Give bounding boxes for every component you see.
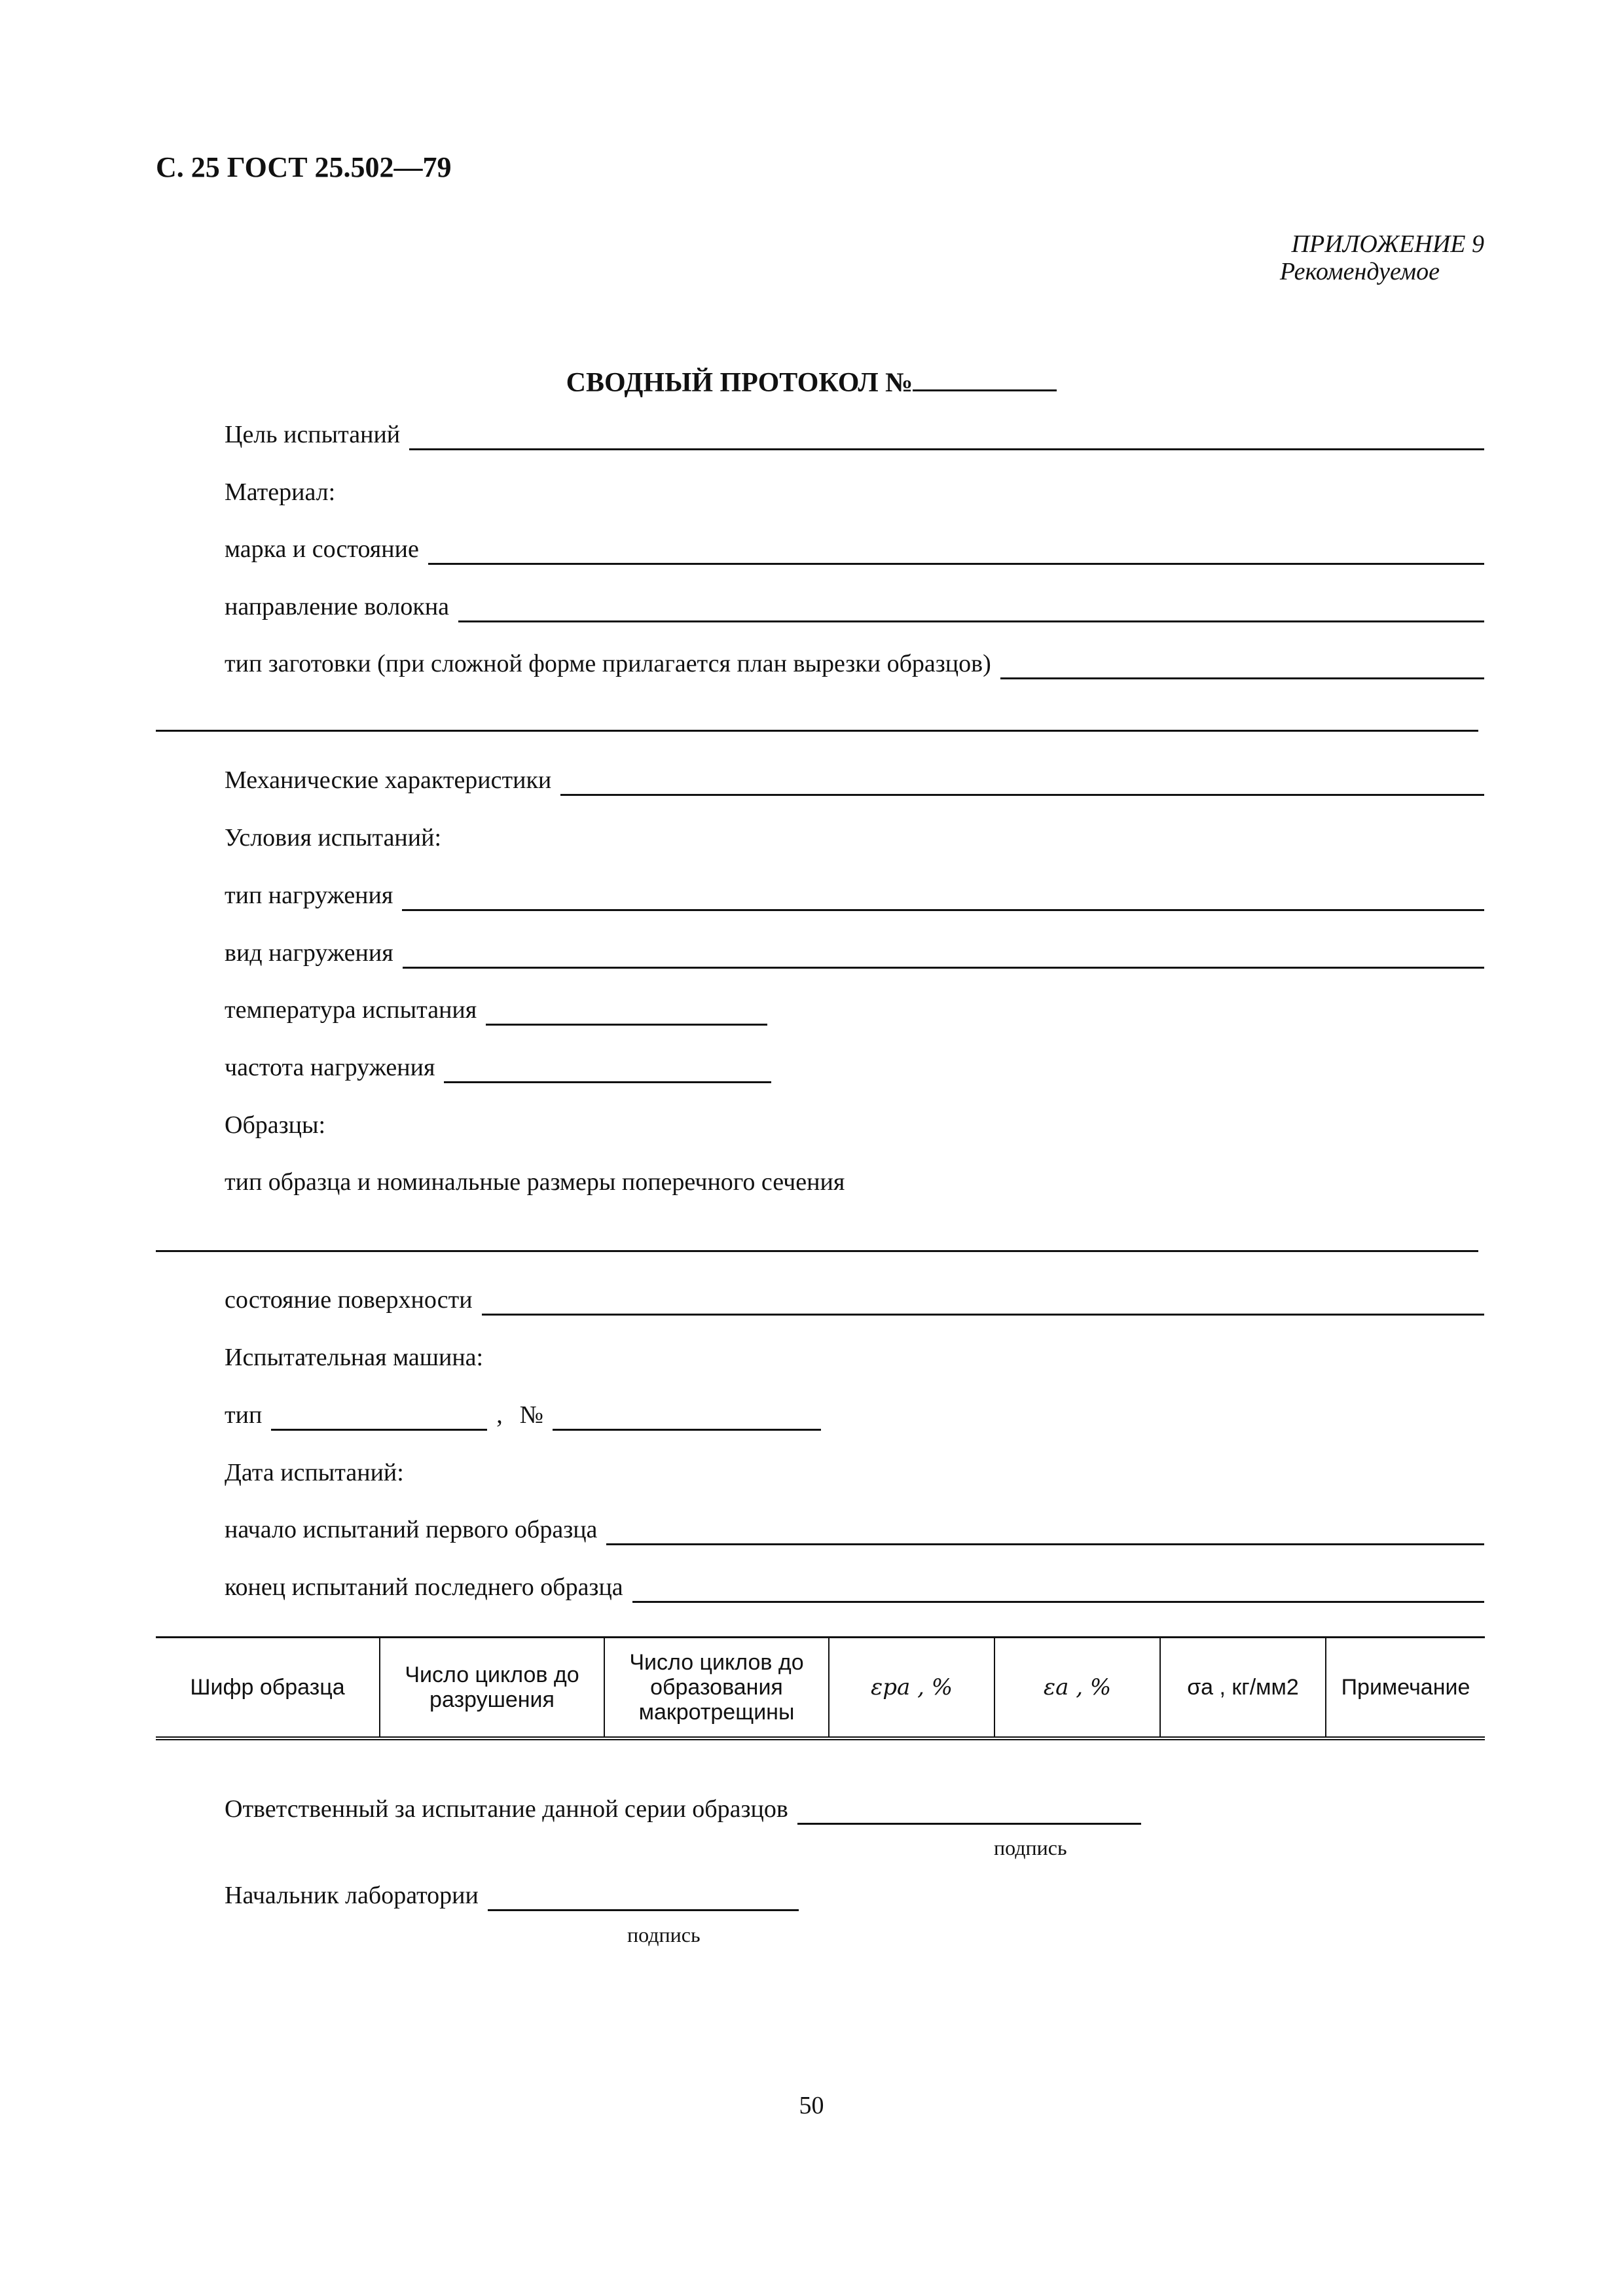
end-date-label: конец испытаний последнего образца: [225, 1573, 623, 1601]
appendix-status: Рекомендуемое: [1279, 258, 1440, 285]
col-sigma-a: σa , кг/мм2: [1160, 1638, 1326, 1739]
machine-number-blank[interactable]: [553, 1407, 821, 1431]
page-title: [0, 363, 1623, 399]
protocol-number-blank[interactable]: [913, 363, 1057, 391]
fiber-direction-label: направление волокна: [225, 593, 450, 620]
mechanical-blank[interactable]: [560, 772, 1484, 796]
load-type-field: [225, 880, 1484, 911]
end-date-field: [225, 1571, 1484, 1603]
machine-number-label: №: [519, 1401, 544, 1429]
purpose-blank[interactable]: [409, 426, 1484, 450]
specimen-type-label: тип образца и номинальные размеры поперечного сечения: [225, 1168, 845, 1196]
lab-head-label: Начальник лаборатории: [225, 1882, 479, 1909]
lab-head-signature-caption: подпись: [627, 1923, 701, 1946]
machine-heading-row: [225, 1342, 1484, 1373]
specimens-heading-row: [225, 1109, 1484, 1141]
grade-condition-field: [225, 533, 1484, 565]
specimen-type-row: [225, 1166, 1484, 1198]
material-heading: Материал:: [225, 478, 336, 506]
lab-head-signature-blank[interactable]: [488, 1887, 799, 1911]
conditions-heading-row: [225, 822, 1484, 853]
start-date-field: [225, 1514, 1484, 1545]
date-heading-row: [225, 1457, 1484, 1488]
frequency-blank[interactable]: [444, 1059, 771, 1083]
results-table: [156, 1636, 1485, 1740]
load-type-blank[interactable]: [402, 887, 1484, 911]
lab-head-field: [225, 1880, 1484, 1911]
title-text: СВОДНЫЙ ПРОТОКОЛ №: [566, 368, 913, 398]
page-number: 50: [799, 2092, 824, 2119]
specimen-type-blank[interactable]: [156, 1250, 1478, 1252]
surface-label: состояние поверхности: [225, 1286, 473, 1314]
responsible-signature-blank[interactable]: [797, 1801, 1141, 1825]
purpose-field: [225, 419, 1484, 450]
end-date-blank[interactable]: [632, 1579, 1484, 1603]
grade-condition-blank[interactable]: [428, 541, 1484, 565]
responsible-signature-caption: подпись: [994, 1836, 1067, 1859]
responsible-label: Ответственный за испытание данной серии образцов: [225, 1795, 788, 1823]
appendix-label: [1280, 230, 1484, 285]
table-header-row: [156, 1638, 1485, 1739]
blank-type-blank[interactable]: [1000, 655, 1484, 679]
blank-type-label: тип заготовки (при сложной форме прилагается план вырезки образцов): [225, 650, 991, 677]
load-type-label: тип нагружения: [225, 882, 393, 909]
machine-type-blank[interactable]: [271, 1407, 487, 1431]
surface-blank[interactable]: [482, 1291, 1484, 1316]
blank-type-continuation-line[interactable]: [156, 730, 1478, 732]
mechanical-label: Механические характеристики: [225, 766, 552, 794]
start-date-label: начало испытаний первого образца: [225, 1516, 598, 1543]
temperature-blank[interactable]: [486, 1001, 767, 1026]
purpose-label: Цель испытаний: [225, 421, 401, 448]
grade-condition-label: марка и состояние: [225, 535, 419, 563]
frequency-label: частота нагружения: [225, 1054, 435, 1081]
col-remark: Примечание: [1326, 1638, 1485, 1739]
surface-field: [225, 1284, 1484, 1316]
mechanical-field: [225, 764, 1484, 796]
machine-comma: ,: [496, 1401, 503, 1429]
col-cycles-to-failure: Число циклов до разрушения: [380, 1638, 604, 1739]
fiber-direction-blank[interactable]: [458, 598, 1484, 622]
load-kind-blank[interactable]: [403, 944, 1484, 969]
frequency-field: [225, 1052, 1484, 1083]
appendix-number: ПРИЛОЖЕНИЕ 9: [1291, 230, 1484, 258]
machine-type-label: тип: [225, 1401, 263, 1429]
machine-heading: Испытательная машина:: [225, 1344, 484, 1371]
conditions-heading: Условия испытаний:: [225, 824, 441, 852]
material-heading-row: [225, 476, 1484, 508]
load-kind-field: [225, 937, 1484, 969]
col-specimen-code: Шифр образца: [156, 1638, 380, 1739]
load-kind-label: вид нагружения: [225, 939, 393, 967]
temperature-field: [225, 994, 1484, 1026]
start-date-blank[interactable]: [606, 1521, 1484, 1545]
responsible-field: [225, 1793, 1484, 1825]
fiber-direction-field: [225, 591, 1484, 622]
machine-field: [225, 1399, 1484, 1431]
col-epsilon-a: εa , %: [994, 1638, 1160, 1739]
date-heading: Дата испытаний:: [225, 1459, 404, 1486]
blank-type-field: [225, 648, 1484, 679]
col-cycles-to-crack: Число циклов до образования макротрещины: [604, 1638, 829, 1739]
document-code: С. 25 ГОСТ 25.502—79: [156, 151, 452, 183]
specimens-heading: Образцы:: [225, 1111, 326, 1139]
col-epsilon-pa: εpa , %: [829, 1638, 994, 1739]
temperature-label: температура испытания: [225, 996, 477, 1024]
